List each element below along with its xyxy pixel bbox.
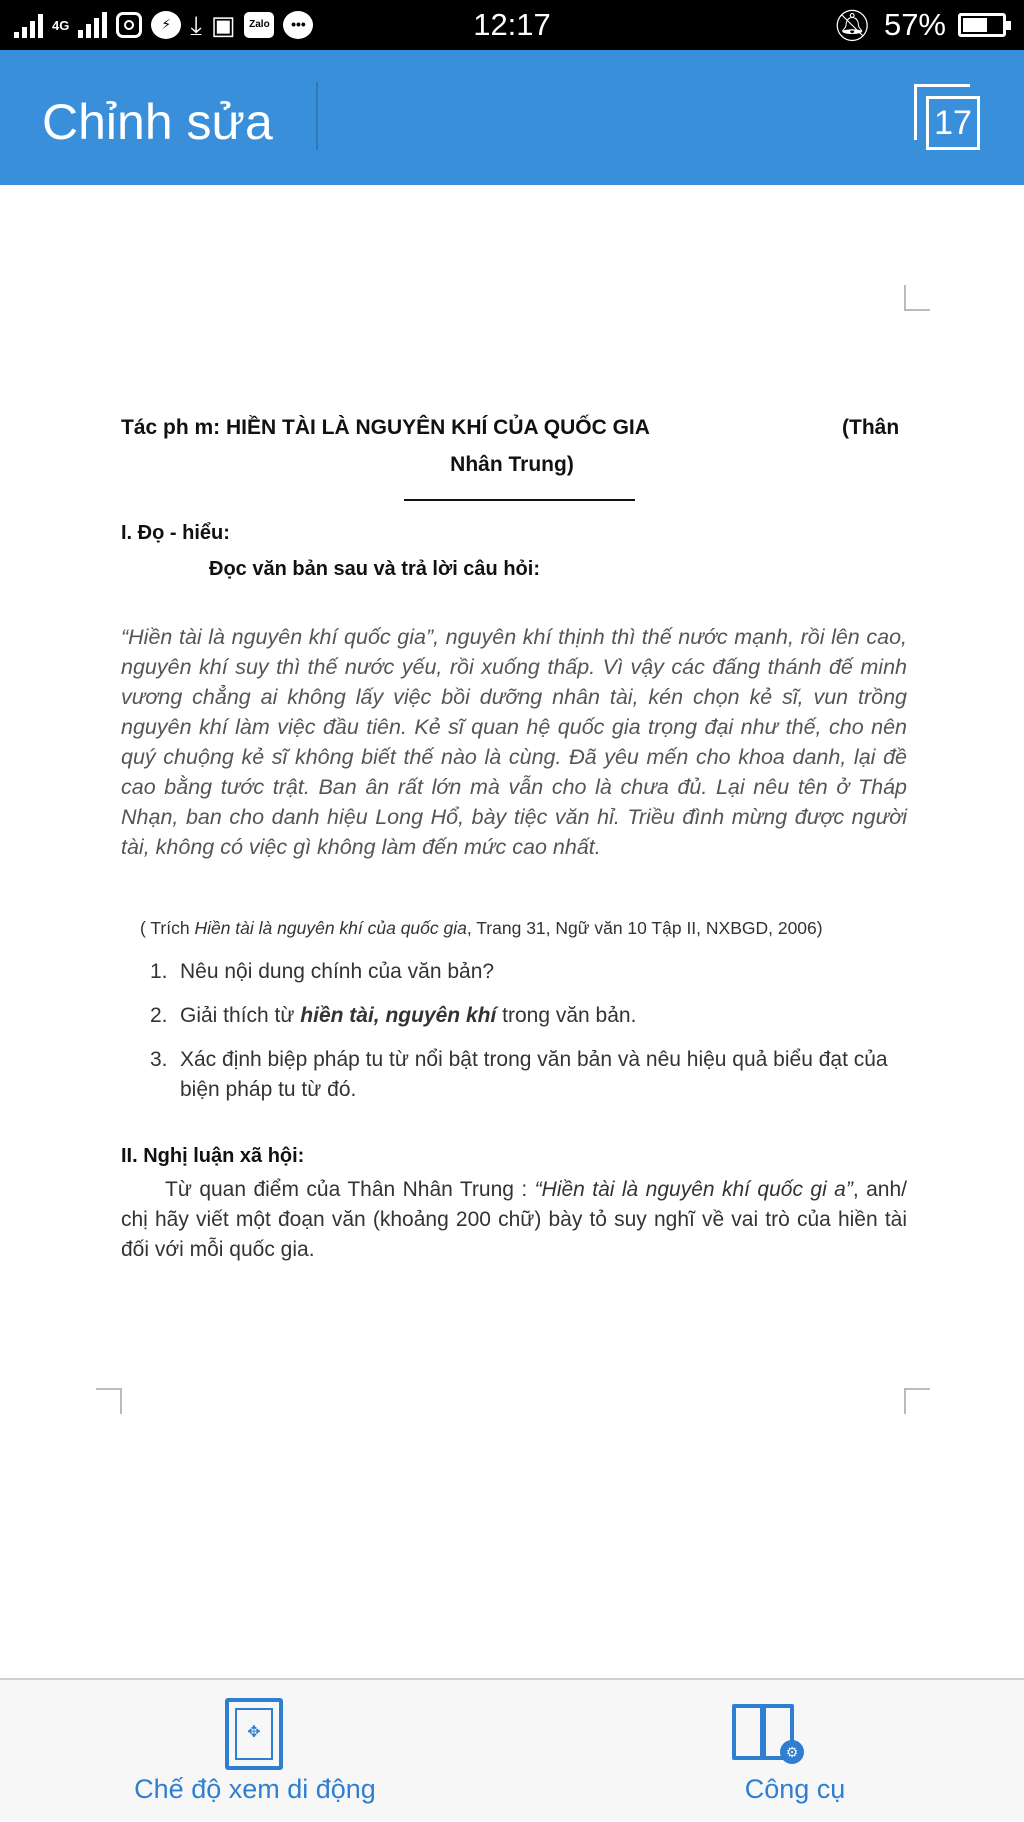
battery-icon xyxy=(958,13,1006,37)
source-suffix: , Trang 31, Ngữ văn 10 Tập II, NXBGD, 2006) xyxy=(466,918,823,938)
book-settings-icon xyxy=(732,1704,802,1766)
question-item xyxy=(150,1001,910,1031)
silent-bell-icon: 🔕︎ xyxy=(832,7,872,43)
chat-bubble-icon: ••• xyxy=(283,11,313,39)
question-text: Nêu nội dung chính của văn bản? xyxy=(180,960,495,983)
question-number: 1. xyxy=(150,960,168,983)
appbar-divider xyxy=(316,82,318,150)
prompt-quote: “Hiền tài là nguyên khí quốc gi a” xyxy=(534,1178,853,1201)
mobile-view-icon: ✥ xyxy=(225,1698,283,1770)
download-icon: ⤓ xyxy=(190,10,202,40)
section-2-prompt xyxy=(121,1175,907,1265)
document-title: Tác ph m: HIỀN TÀI LÀ NGUYÊN KHÍ CỦA QUỐC GIA xyxy=(121,416,650,439)
tools-button[interactable] xyxy=(690,1680,900,1822)
status-time: 12:17 xyxy=(473,7,551,42)
network-type: 4G xyxy=(52,17,70,33)
pages-button[interactable] xyxy=(914,84,980,150)
question-text: Xác định biệp pháp tu từ nổi bật trong văn bản và nêu hiệu quả biểu đạt của biện pháp tu từ đó. xyxy=(180,1048,888,1101)
mobile-view-label: Chế độ xem di động xyxy=(134,1774,376,1804)
status-icons-right xyxy=(833,8,1006,42)
messenger-icon: ⚡ xyxy=(151,11,181,39)
zalo-icon: Zalo xyxy=(244,12,274,38)
question-number: 3. xyxy=(150,1048,168,1071)
bottom-toolbar xyxy=(0,1678,1024,1820)
source-title: Hiền tài là nguyên khí của quốc gia xyxy=(194,918,467,938)
question-emphasis: hiền tài, nguyên khí xyxy=(300,1004,497,1027)
source-prefix: ( Trích xyxy=(140,918,195,938)
question-item xyxy=(150,957,910,987)
question-text-post: trong văn bản. xyxy=(496,1004,637,1027)
section-1-instruction: Đọc văn bản sau và trả lời câu hỏi: xyxy=(209,558,540,580)
document-page[interactable] xyxy=(0,185,1024,1678)
passage-source xyxy=(140,914,823,942)
tools-label: Công cụ xyxy=(744,1774,846,1804)
app-bar xyxy=(0,50,1024,185)
question-text-pre: Giải thích từ xyxy=(180,1004,301,1027)
title-underline xyxy=(404,499,635,501)
question-item xyxy=(150,1045,910,1105)
status-bar xyxy=(0,0,1024,50)
profile-download-icon: ▣ xyxy=(210,10,236,40)
page-corner-mark xyxy=(904,285,930,311)
question-number: 2. xyxy=(150,1004,168,1027)
mobile-view-button[interactable] xyxy=(110,1680,400,1822)
page-count: 17 xyxy=(926,96,980,150)
section-2-heading: II. Nghị luận xã hội: xyxy=(121,1145,305,1167)
prompt-pre: Từ quan điểm của Thân Nhân Trung : xyxy=(165,1178,535,1201)
document-title-author: Nhân Trung) xyxy=(450,453,574,476)
gear-icon: ⚙ xyxy=(780,1740,804,1764)
edit-title-button[interactable]: Chỉnh sửa xyxy=(42,94,273,150)
question-list xyxy=(150,957,910,1105)
page-corner-mark xyxy=(904,1388,930,1414)
document-title-author-start: (Thân xyxy=(842,416,900,439)
battery-percent: 57% xyxy=(883,7,946,42)
page-corner-mark xyxy=(96,1388,122,1414)
section-1-heading: I. Đọ - hiểu: xyxy=(121,522,230,544)
prompt-post: , anh/ chị hãy viết một đoạn văn (khoảng 200 chữ) bày tỏ suy nghĩ về vai trò của hiền tài đối với mỗi quốc gia. xyxy=(121,1178,907,1261)
reading-passage: “Hiền tài là nguyên khí quốc gia”, nguyên khí thịnh thì thế nước mạnh, rồi lên cao, nguyên khí suy thì thế nước yếu, rồi xuống thấp. Vì vậy các đấng thánh đế minh vương chẳng ai không lấy việc bồi dưỡng nhân tài, kén chọn kẻ sĩ, vun trồng nguyên khí làm việc đầu tiên. Kẻ sĩ quan hệ quốc gia trọng đại như thế, cho nên quý chuộng kẻ sĩ không biết thế nào là cùng. Đã yêu mến cho khoa danh, lại đề cao bằng tước trật. Ban ân rất lớn mà vẫn cho là chưa đủ. Lại nêu tên ở Tháp Nhạn, ban cho danh hiệu Long Hổ, bày tiệc văn hỉ. Triều đình mừng được người tài, không có việc gì không làm đến mức cao nhất. xyxy=(121,625,907,859)
